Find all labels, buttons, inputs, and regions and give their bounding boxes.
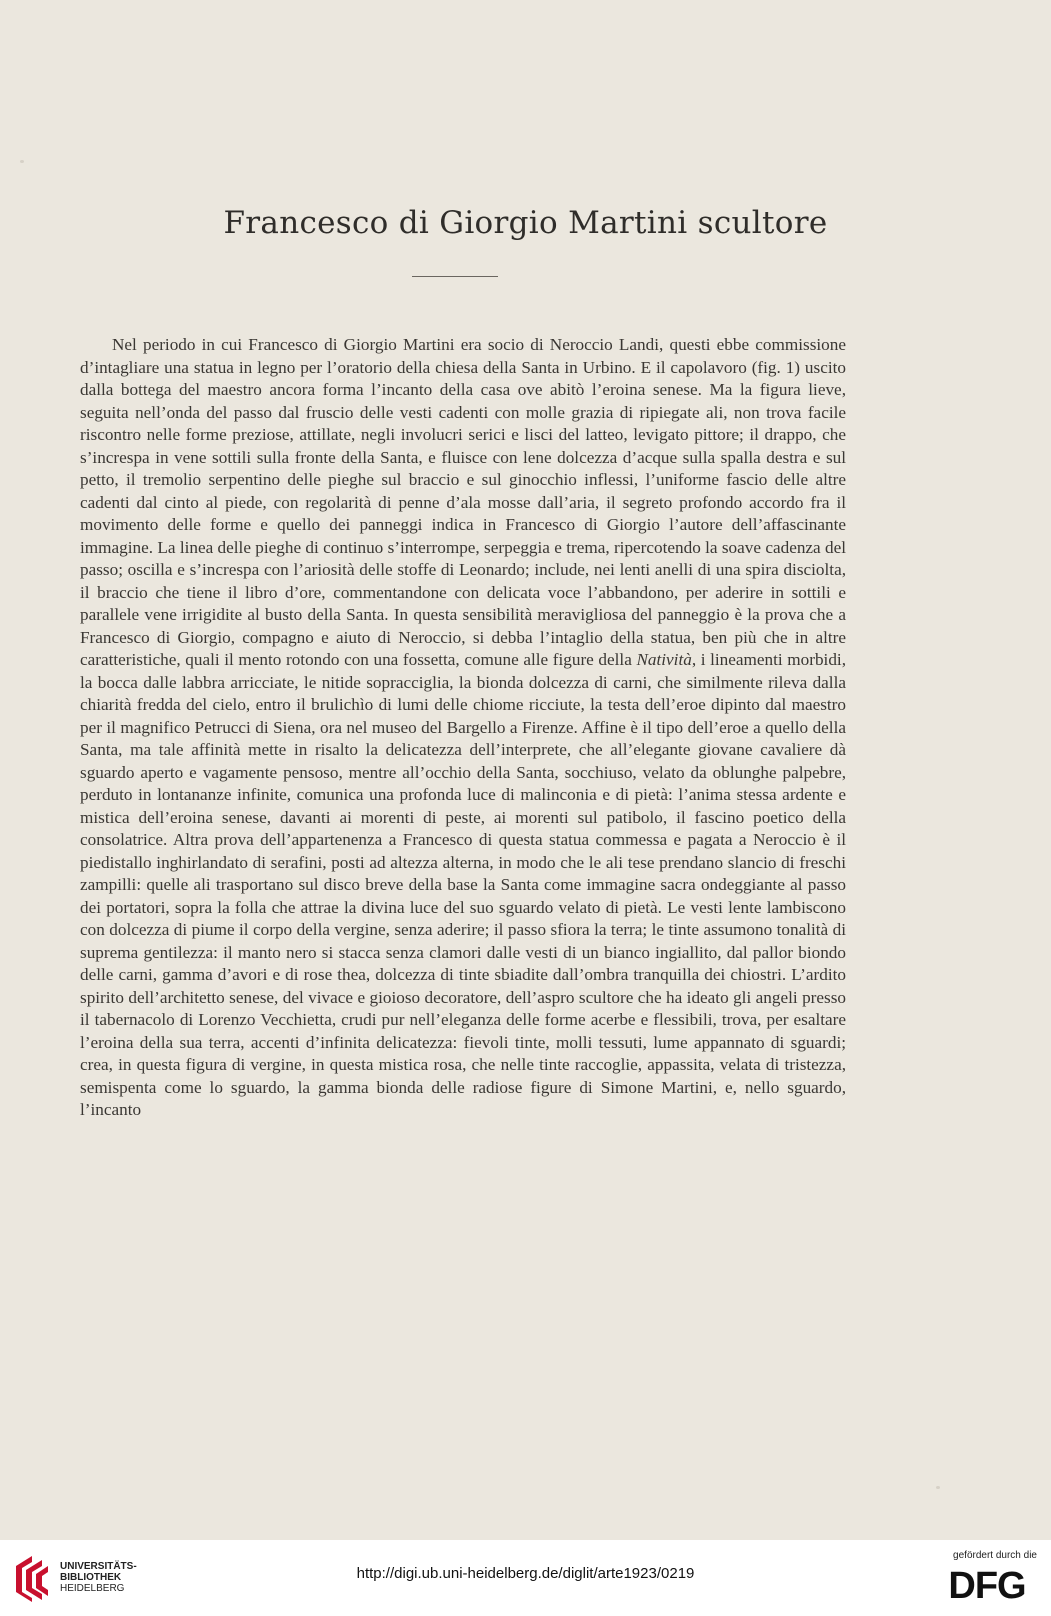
library-name-line: UNIVERSITÄTS- [60,1561,137,1572]
article-title: Francesco di Giorgio Martini scultore [223,205,828,241]
title-divider [412,276,498,277]
digitization-footer [0,1540,1051,1616]
library-name-line: HEIDELBERG [60,1583,125,1594]
library-name-line: BIBLIOTHEK [60,1572,122,1583]
body-text-part-3: , i lineamenti morbidi, la bocca dalle labbra arricciate, le nitide sopracciglia, la bionda dolcezza di carni, che similmente rileva dalla chiarità fredda del cielo, entro il brulichìo di lumi delle chiome ricciute, la testa dell’eroe dipinto dal maestro per il magnifico Petrucci di Siena, ora nel museo del Bargello a Firenze. Affine è il tipo dell’eroe a quello della Santa, ma tale affinità mette in risalto la delicatezza dell’interprete, che all’elegante giovane cavaliere dà sguardo aperto e vagamente pensoso, mentre all’occhio della Santa, socchiuso, velato da oblunghe palpebre, perduto in lontananze infinite, comunica una profonda luce di malinconia e di pietà: l’anima stessa ardente e mistica dell’eroina senese, davanti ai morenti di peste, ai morenti sul patibolo, il fascino poetico della consolatrice. Altra prova dell’appartenenza a Francesco di questa statua commessa e pagata a Neroccio è il piedistallo inghirlandato di serafini, posti ad altezza alterna, in modo che le ali tese prendano slancio di freschi zampilli: quelle ali trasportano sul disco breve della base la Santa come immagine sacra ondeggiante al passo dei portatori, sopra la folla che attrae la divina luce del suo sguardo velato di pietà. Le vesti lente lambiscono con dolcezza di piume il corpo della vergine, senza aderire; il passo sfiora la terra; le tinte assumono tonalità di suprema gentilezza: il manto nero si stacca senza clamori dalle vesti di un bianco ingiallito, dal pallor biondo delle carni, gamma d’avori e di rose thea, dolcezza di tinte sbiadite dall’ombra tranquilla dei chiostri. L’ardito spirito dell’architetto senese, del vivace e gioioso decoratore, dell’aspro scultore che ha ideato gli angeli presso il tabernacolo di Lorenzo Vecchietta, crudi pur nell’eleganza delle forme acerbe e flessibili, trova, per esaltare l’eroina della sua terra, accenti d’infinita delicatezza: fievoli tinte, molli tessuti, lume appannato di sguardi; crea, in questa figura di vergine, in questa mistica rosa, che nelle tinte raccoglie, appassita, velata di tristezza, semispenta come lo sguardo, la gamma bionda delle radiose figure di Simone Martini, e, nello sguardo, l’incanto [80,650,846,1119]
article-body [80,334,846,1344]
body-text-italic-nativita: Natività [636,650,692,669]
paper-speck [936,1486,940,1489]
permalink-url[interactable]: http://digi.ub.uni-heidelberg.de/diglit/arte1923/0219 [356,1565,695,1582]
funding-label: gefördert durch die [953,1550,1037,1561]
dfg-logo-icon [937,1565,1037,1603]
dfg-logo-text: DFG [948,1565,1026,1603]
paper-speck [20,160,24,163]
body-text-part-1: Nel periodo in cui Francesco di Giorgio Martini era socio di Neroccio Landi, questi ebbe commissione d’intagliare una statua in legno per l’oratorio della chiesa della Santa in Urbino. E il capolavoro (fig. 1) uscito dalla bottega del maestro ancora forma l’incanto della casa ove abitò l’eroina senese. Ma la figura lieve, seguita nell’onda del passo dal fruscio delle vesti cadenti con molle grazia di ripiegate ali, non trova facile riscontro nelle forme preziose, attillate, negli involucri serici e lisci del latteo, levigato pittore; il drappo, che s’increspa in vene sottili sulla fronte della Santa, e fluisce con lene dolcezza d’acque sulla spalla destra e sul petto, il tremolio serpentino delle pieghe sul braccio e sul ginocchio inflessi, l’uniforme fascio delle altre cadenti dal cinto al piede, con regolarità di penne d’ala mosse dall’aria, il segreto profondo accordo fra il movimento delle forme e quello dei panneggi indica in Francesco di Giorgio l’autore dell’affascinante immagine. La linea delle pieghe di continuo s’interrompe, serpeggia e trema, ripercotendo la soave cadenza del passo; oscilla e s’increspa con l’ariosità delle stoffe di Leonardo; include, nei lenti anelli di una spira disciolta, il braccio che tiene il libro d’ore, commentandone con delicata voce l’abbandono, per aderire in sottili e parallele vene irrigidite al busto della Santa. In questa sensibilità meravigliosa del panneggio è la prova che a Francesco di Giorgio, compagno e aiuto di Neroccio, si debba l’intaglio della statua, ben più che in altre caratteristiche, quali il mento rotondo con una fossetta, comune alle figure della [80,335,846,669]
